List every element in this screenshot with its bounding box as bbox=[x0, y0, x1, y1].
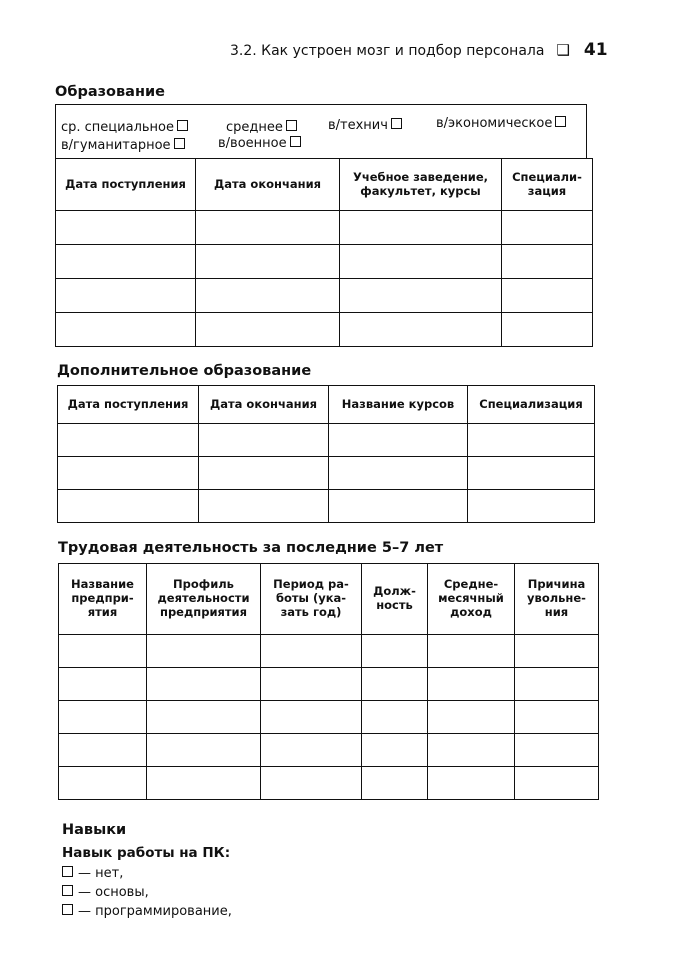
education-option[interactable]: среднее bbox=[226, 120, 297, 135]
column-header: Профиль деятельности предприятия bbox=[147, 564, 261, 635]
table-row bbox=[56, 279, 593, 313]
checkbox-icon[interactable] bbox=[555, 116, 566, 127]
table-cell[interactable] bbox=[502, 245, 593, 279]
table-cell[interactable] bbox=[58, 424, 199, 457]
table-cell[interactable] bbox=[428, 767, 515, 800]
table-cell[interactable] bbox=[428, 701, 515, 734]
table-row bbox=[58, 424, 595, 457]
column-header: Период ра-боты (ука-зать год) bbox=[261, 564, 362, 635]
work-table bbox=[58, 563, 599, 800]
column-header: Специали-зация bbox=[502, 159, 593, 211]
table-cell[interactable] bbox=[502, 313, 593, 347]
table-cell[interactable] bbox=[147, 734, 261, 767]
table-cell[interactable] bbox=[340, 313, 502, 347]
table-cell[interactable] bbox=[468, 490, 595, 523]
table-cell[interactable] bbox=[468, 457, 595, 490]
pc-skills-subtitle: Навык работы на ПК: bbox=[62, 845, 231, 861]
table-cell[interactable] bbox=[59, 701, 147, 734]
table-cell[interactable] bbox=[199, 457, 329, 490]
table-cell[interactable] bbox=[502, 279, 593, 313]
column-header: Дата окончания bbox=[196, 159, 340, 211]
table-cell[interactable] bbox=[199, 490, 329, 523]
page-number: 41 bbox=[583, 40, 608, 60]
checkbox-icon[interactable] bbox=[62, 866, 73, 877]
checkbox-icon[interactable] bbox=[290, 136, 301, 147]
table-row bbox=[59, 635, 599, 668]
table-cell[interactable] bbox=[147, 701, 261, 734]
table-cell[interactable] bbox=[502, 211, 593, 245]
skill-option[interactable]: — основы, bbox=[62, 885, 149, 900]
table-cell[interactable] bbox=[196, 313, 340, 347]
table-cell[interactable] bbox=[147, 767, 261, 800]
running-header bbox=[230, 40, 608, 60]
table-cell[interactable] bbox=[59, 635, 147, 668]
additional-education-table bbox=[57, 385, 595, 523]
column-header: Долж-ность bbox=[362, 564, 428, 635]
education-option[interactable]: в/гуманитарное bbox=[61, 138, 185, 153]
education-option[interactable]: ср. специальное bbox=[61, 120, 188, 135]
additional-education-section-title: Дополнительное образование bbox=[57, 363, 312, 379]
table-row bbox=[56, 211, 593, 245]
education-table bbox=[55, 158, 593, 347]
table-cell[interactable] bbox=[362, 734, 428, 767]
column-header: Средне-месячный доход bbox=[428, 564, 515, 635]
table-cell[interactable] bbox=[329, 490, 468, 523]
checkbox-icon[interactable] bbox=[62, 885, 73, 896]
table-cell[interactable] bbox=[362, 701, 428, 734]
table-cell[interactable] bbox=[362, 668, 428, 701]
table-cell[interactable] bbox=[428, 668, 515, 701]
table-row bbox=[59, 668, 599, 701]
table-cell[interactable] bbox=[199, 424, 329, 457]
skills-section-title: Навыки bbox=[62, 822, 127, 838]
column-header: Название предпри-ятия bbox=[59, 564, 147, 635]
table-cell[interactable] bbox=[58, 490, 199, 523]
work-section-title: Трудовая деятельность за последние 5–7 лет bbox=[58, 540, 444, 556]
table-cell[interactable] bbox=[362, 635, 428, 668]
table-row bbox=[59, 767, 599, 800]
table-cell[interactable] bbox=[261, 668, 362, 701]
table-cell[interactable] bbox=[515, 668, 599, 701]
checkbox-icon[interactable] bbox=[391, 118, 402, 129]
education-option[interactable]: в/экономическое bbox=[436, 116, 566, 131]
education-options bbox=[55, 104, 587, 158]
table-cell[interactable] bbox=[196, 279, 340, 313]
column-header: Учебное заведение, факультет, курсы bbox=[340, 159, 502, 211]
table-cell[interactable] bbox=[58, 457, 199, 490]
checkbox-square-icon: ❑ bbox=[556, 41, 570, 59]
table-cell[interactable] bbox=[340, 279, 502, 313]
table-cell[interactable] bbox=[515, 734, 599, 767]
table-cell[interactable] bbox=[261, 734, 362, 767]
table-row bbox=[59, 701, 599, 734]
checkbox-icon[interactable] bbox=[177, 120, 188, 131]
table-cell[interactable] bbox=[56, 245, 196, 279]
skill-option[interactable]: — нет, bbox=[62, 866, 123, 881]
table-cell[interactable] bbox=[362, 767, 428, 800]
table-cell[interactable] bbox=[261, 767, 362, 800]
skill-option[interactable]: — программирование, bbox=[62, 904, 232, 919]
table-cell[interactable] bbox=[56, 211, 196, 245]
table-cell[interactable] bbox=[340, 245, 502, 279]
table-row bbox=[56, 313, 593, 347]
table-cell[interactable] bbox=[56, 313, 196, 347]
table-cell[interactable] bbox=[468, 424, 595, 457]
education-option[interactable]: в/военное bbox=[218, 136, 301, 151]
table-cell[interactable] bbox=[428, 734, 515, 767]
table-cell[interactable] bbox=[340, 211, 502, 245]
table-cell[interactable] bbox=[515, 635, 599, 668]
table-cell[interactable] bbox=[329, 424, 468, 457]
column-header: Дата поступления bbox=[58, 386, 199, 424]
education-section-title: Образование bbox=[55, 84, 165, 100]
checkbox-icon[interactable] bbox=[286, 120, 297, 131]
running-title: 3.2. Как устроен мозг и подбор персонала bbox=[230, 43, 545, 59]
table-cell[interactable] bbox=[147, 635, 261, 668]
table-row bbox=[56, 245, 593, 279]
table-cell[interactable] bbox=[59, 734, 147, 767]
table-cell[interactable] bbox=[261, 701, 362, 734]
checkbox-icon[interactable] bbox=[174, 138, 185, 149]
checkbox-icon[interactable] bbox=[62, 904, 73, 915]
column-header: Причина увольне-ния bbox=[515, 564, 599, 635]
table-cell[interactable] bbox=[329, 457, 468, 490]
table-cell[interactable] bbox=[196, 245, 340, 279]
table-cell[interactable] bbox=[515, 767, 599, 800]
table-row bbox=[58, 457, 595, 490]
table-cell[interactable] bbox=[196, 211, 340, 245]
table-cell[interactable] bbox=[428, 635, 515, 668]
table-cell[interactable] bbox=[59, 668, 147, 701]
table-cell[interactable] bbox=[147, 668, 261, 701]
column-header: Специализация bbox=[468, 386, 595, 424]
table-cell[interactable] bbox=[515, 701, 599, 734]
table-cell[interactable] bbox=[56, 279, 196, 313]
column-header: Дата окончания bbox=[199, 386, 329, 424]
table-row bbox=[58, 490, 595, 523]
column-header: Дата поступления bbox=[56, 159, 196, 211]
table-row bbox=[59, 734, 599, 767]
table-cell[interactable] bbox=[261, 635, 362, 668]
education-option[interactable]: в/технич bbox=[328, 118, 402, 133]
table-cell[interactable] bbox=[59, 767, 147, 800]
column-header: Название курсов bbox=[329, 386, 468, 424]
